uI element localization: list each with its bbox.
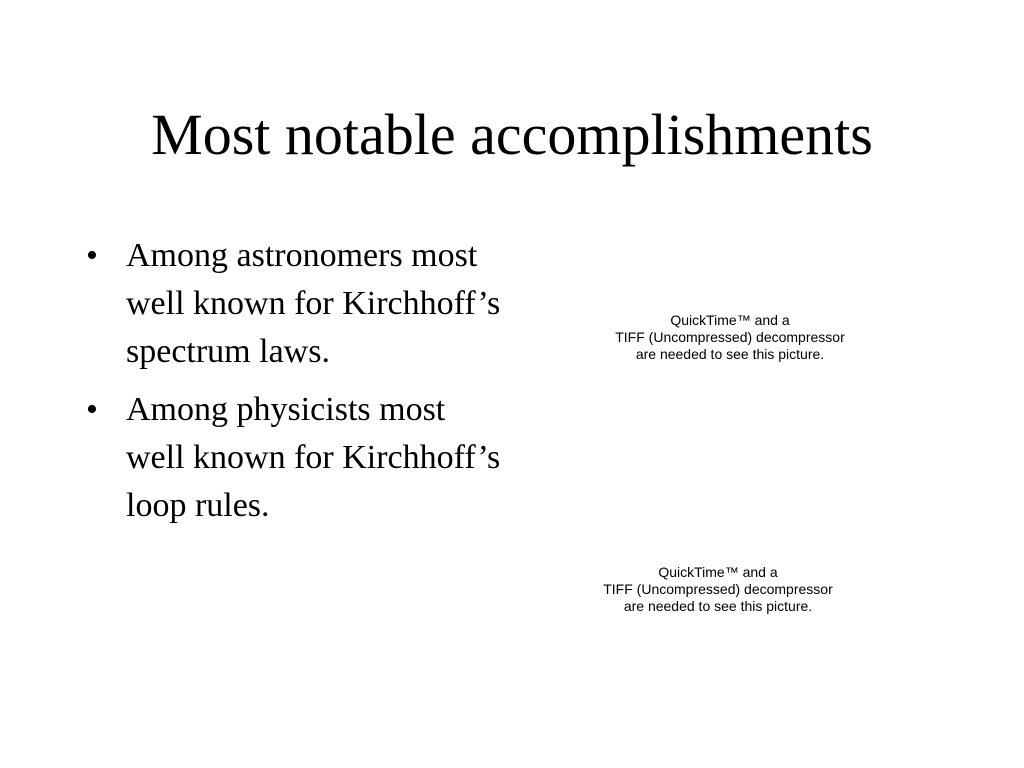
quicktime-image-placeholder: [580, 312, 880, 363]
placeholder-line: TIFF (Uncompressed) decompressor: [615, 329, 845, 345]
quicktime-image-placeholder: [568, 564, 868, 615]
bullet-item: [78, 386, 508, 530]
bullet-list: [78, 232, 508, 540]
placeholder-line: QuickTime™ and a: [670, 312, 790, 328]
bullet-marker: •: [86, 237, 98, 274]
bullet-item: [78, 232, 508, 376]
placeholder-line: TIFF (Uncompressed) decompressor: [603, 581, 833, 597]
placeholder-line: are needed to see this picture.: [623, 598, 813, 614]
placeholder-line: are needed to see this picture.: [635, 346, 825, 362]
bullet-text: Among astronomers most well known for Kirchhoff’s spectrum laws.: [126, 237, 501, 370]
bullet-marker: •: [86, 391, 98, 428]
placeholder-line: QuickTime™ and a: [658, 564, 778, 580]
slide-title: Most notable accomplishments: [151, 102, 873, 167]
bullet-text: Among physicists most well known for Kirchhoff’s loop rules.: [126, 391, 501, 524]
